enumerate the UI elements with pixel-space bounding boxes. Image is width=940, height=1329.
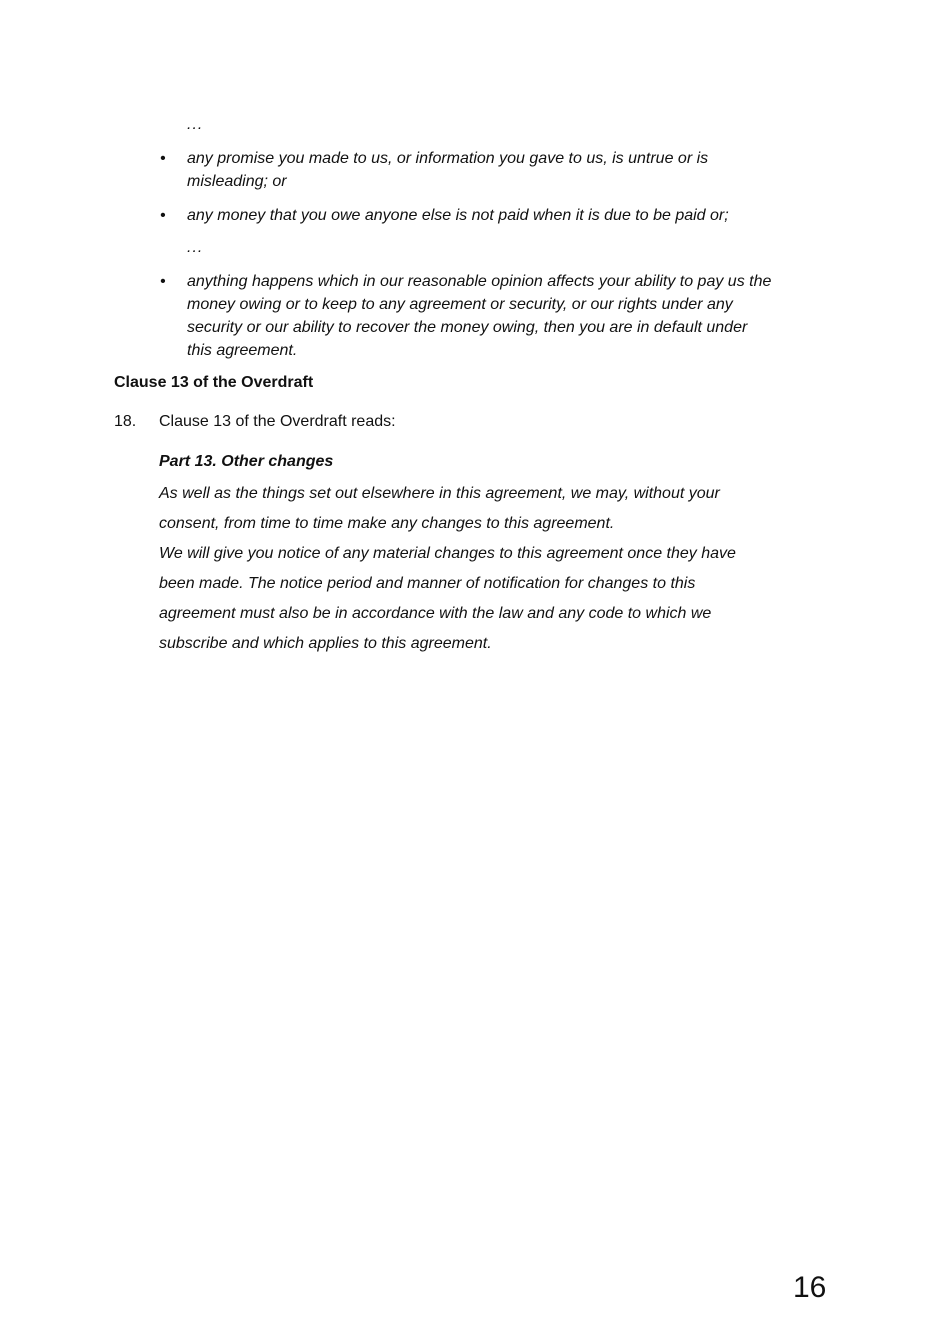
list-item: [160, 204, 840, 227]
text-line: agreement must also be in accordance with the law and any code to which we: [159, 605, 712, 622]
text-line: money owing or to keep to any agreement or security, or our rights under any: [187, 296, 733, 313]
paragraph-text: Clause 13 of the Overdraft reads:: [159, 413, 396, 430]
bullet-icon: •: [160, 150, 166, 167]
text-line: As well as the things set out elsewhere in this agreement, we may, without your: [159, 485, 720, 502]
text-line: subscribe and which applies to this agreement.: [159, 635, 492, 652]
ellipsis-omission: ...: [187, 116, 204, 133]
section-heading: Clause 13 of the Overdraft: [114, 374, 314, 391]
page-number: 16: [793, 1271, 827, 1304]
text-line: misleading; or: [187, 173, 287, 190]
quoted-clause: [159, 479, 809, 659]
text-line: We will give you notice of any material changes to this agreement once they have: [159, 545, 736, 562]
text-line: consent, from time to time make any changes to this agreement.: [159, 515, 615, 532]
list-item: [160, 270, 840, 362]
text-line: anything happens which in our reasonable opinion affects your ability to pay us the: [187, 273, 772, 290]
text-line: been made. The notice period and manner of notification for changes to this: [159, 575, 696, 592]
paragraph-number: 18.: [114, 413, 137, 430]
bullet-icon: •: [160, 207, 166, 224]
ellipsis-omission: ...: [187, 239, 204, 256]
list-item: [160, 147, 840, 193]
list-item-text: [187, 270, 840, 362]
quote-heading: Part 13. Other changes: [159, 453, 334, 470]
text-line: this agreement.: [187, 342, 298, 359]
bullet-icon: •: [160, 273, 166, 290]
text-line: security or our ability to recover the money owing, then you are in default under: [187, 319, 748, 336]
text-line: any promise you made to us, or information you gave to us, is untrue or is: [187, 150, 709, 167]
text-line: any money that you owe anyone else is not paid when it is due to be paid or;: [187, 207, 729, 224]
list-item-text: [187, 204, 840, 227]
list-item-text: [187, 147, 840, 193]
